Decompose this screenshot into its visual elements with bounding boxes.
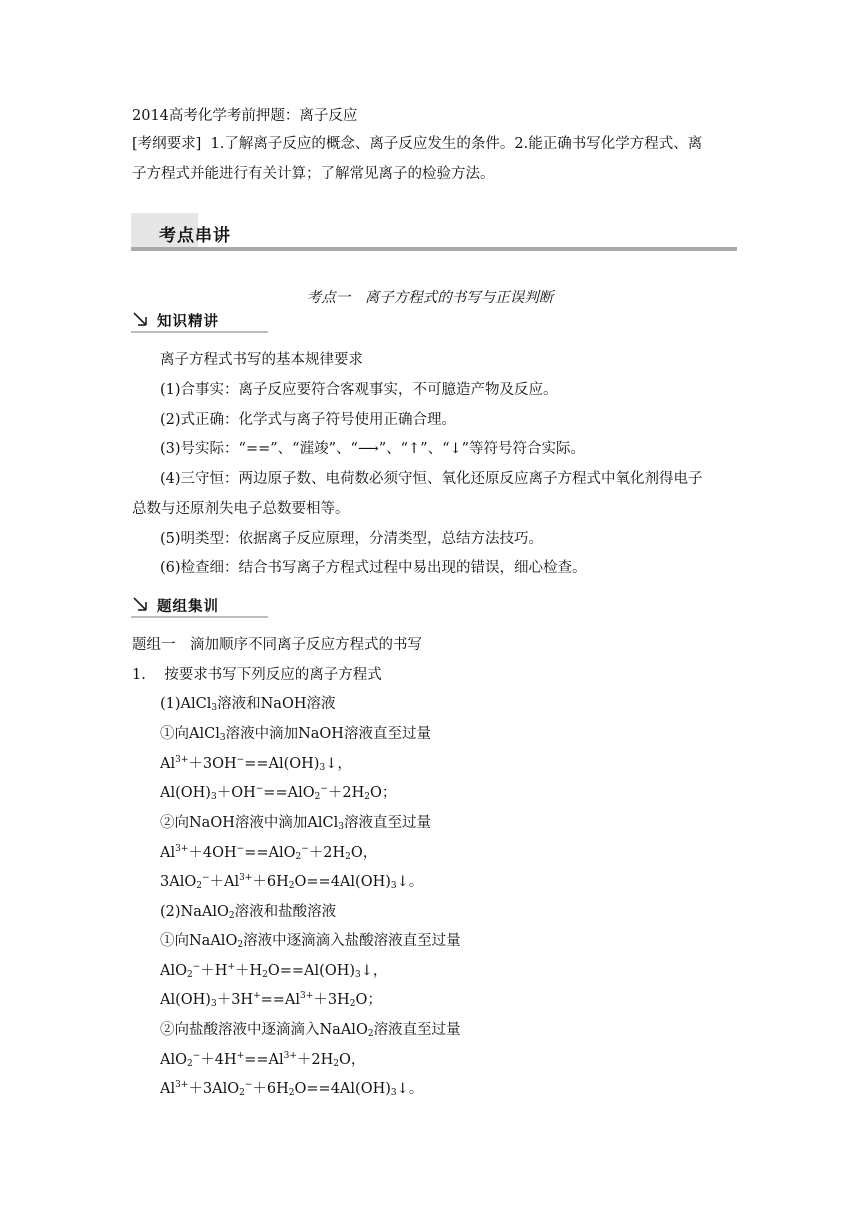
subscript: 3 xyxy=(390,1088,397,1098)
superscript: − xyxy=(201,873,210,883)
subscript: 2 xyxy=(288,881,295,891)
superscript: 3+ xyxy=(283,1051,297,1061)
arrow-down-right-icon xyxy=(131,310,151,330)
part1-case-b xyxy=(160,813,431,833)
formula-text: ②向盐酸溶液中逐滴滴入NaAlO xyxy=(160,1022,368,1038)
formula-text: ＋4OH xyxy=(188,845,237,861)
part1-equation-2 xyxy=(160,783,396,803)
subscript: 2 xyxy=(364,792,370,802)
formula-text: 溶液中滴加NaOH溶液直至过量 xyxy=(225,726,431,742)
formula-text: (2)NaAlO xyxy=(160,904,229,920)
superscript: − xyxy=(244,1080,253,1090)
subscript: 2 xyxy=(314,792,321,802)
formula-text: ==AlO xyxy=(263,785,315,801)
subscript: 3 xyxy=(210,792,217,802)
formula-text: ↓。 xyxy=(396,874,424,890)
formula-text: ＋2H xyxy=(327,785,365,801)
subscript: 3 xyxy=(355,970,361,980)
requirements-line-1 xyxy=(132,134,702,154)
subscript: 2 xyxy=(349,999,356,1009)
formula-text: O==4Al(OH) xyxy=(294,874,391,890)
requirements-line-2: 子方程式并能进行有关计算；了解常见离子的检验方法。 xyxy=(132,166,495,182)
subscript: 2 xyxy=(333,1059,340,1069)
superscript: 3+ xyxy=(175,1080,189,1090)
document-title: 2014高考化学考前押题：离子反应 xyxy=(132,108,358,124)
practice-header xyxy=(131,594,271,618)
subscript: 3 xyxy=(211,703,218,713)
knowledge-item-5: (5)明类型：依据离子反应原理，分清类型，总结方法技巧。 xyxy=(160,531,544,547)
formula-text: O； xyxy=(355,992,382,1008)
formula-text: ＋3H xyxy=(313,992,350,1008)
superscript: − xyxy=(301,844,309,854)
superscript: + xyxy=(253,991,261,1001)
subscript: 2 xyxy=(345,852,351,862)
practice-header-rule xyxy=(131,616,268,618)
formula-text: 溶液直至过量 xyxy=(373,1022,461,1038)
superscript: 3+ xyxy=(300,991,314,1001)
superscript: − xyxy=(320,784,328,794)
part1-title xyxy=(160,694,336,714)
formula-text: O； xyxy=(369,785,397,801)
superscript: 3+ xyxy=(175,755,189,765)
formula-text: 溶液直至过量 xyxy=(343,815,431,831)
superscript: − xyxy=(192,962,201,972)
subscript: 3 xyxy=(390,881,397,891)
formula-text: 溶液中逐滴滴入盐酸溶液直至过量 xyxy=(243,933,461,949)
formula-text: ＋3OH xyxy=(188,756,237,772)
section-title: 考点串讲 xyxy=(159,226,231,246)
part2-case-b xyxy=(160,1020,461,1040)
knowledge-header-rule xyxy=(131,331,268,333)
formula-text: 溶液和NaOH溶液 xyxy=(217,696,336,712)
part1-equation-4 xyxy=(160,872,423,892)
formula-text: ＋OH xyxy=(216,785,256,801)
subscript: 2 xyxy=(295,852,302,862)
formula-text: Al xyxy=(160,756,176,772)
part1-case-a xyxy=(160,724,431,744)
subscript: 2 xyxy=(228,911,235,921)
formula-text: ↓， xyxy=(360,963,388,979)
formula-text: ①向AlCl xyxy=(160,726,220,742)
formula-text: Al(OH) xyxy=(160,785,211,801)
practice-header-label: 题组集训 xyxy=(157,599,219,615)
formula-text: ＋Al xyxy=(209,874,240,890)
knowledge-item-4b: 总数与还原剂失电子总数要相等。 xyxy=(132,501,350,517)
formula-text: O， xyxy=(350,845,378,861)
kaodian-title: 考点一 离子方程式的书写与正误判断 xyxy=(306,290,554,306)
subscript: 2 xyxy=(288,1088,295,1098)
formula-text: (1)AlCl xyxy=(160,696,212,712)
part2-equation-2 xyxy=(160,990,382,1010)
knowledge-item-4a: (4)三守恒：两边原子数、电荷数必须守恒、氧化还原反应离子方程式中氧化剂得电子 xyxy=(160,471,703,487)
superscript: 3+ xyxy=(175,844,189,854)
formula-text: ＋2H xyxy=(308,845,346,861)
formula-text: ②向NaOH溶液中滴加AlCl xyxy=(160,815,339,831)
knowledge-header xyxy=(131,309,271,333)
formula-text: ＋4H xyxy=(200,1052,237,1068)
knowledge-item-6: (6)检查细：结合书写离子方程式过程中易出现的错误，细心检查。 xyxy=(160,560,587,576)
formula-text: ＋H xyxy=(200,963,228,979)
subscript: 2 xyxy=(237,940,244,950)
subscript: 2 xyxy=(187,1059,193,1069)
formula-text: 3AlO xyxy=(160,874,197,890)
superscript: + xyxy=(227,962,235,972)
formula-text: ＋3AlO xyxy=(188,1081,240,1097)
knowledge-item-3: (3)号实际：“==”、“漄竣”、“⟶”、“↑”、“↓”等符号符合实际。 xyxy=(160,441,586,457)
subscript: 2 xyxy=(367,1029,374,1039)
subscript: 3 xyxy=(319,763,326,773)
formula-text: Al xyxy=(160,845,176,861)
formula-text: ==AlO xyxy=(244,845,296,861)
part2-case-a xyxy=(160,931,461,951)
part2-equation-4 xyxy=(160,1079,423,1099)
part1-equation-3 xyxy=(160,843,377,863)
formula-text: Al xyxy=(160,1081,176,1097)
subscript: 2 xyxy=(262,970,268,980)
question-text: 按要求书写下列反应的离子方程式 xyxy=(164,667,382,683)
question-1 xyxy=(132,665,382,685)
subscript: 2 xyxy=(196,881,202,891)
knowledge-intro: 离子方程式书写的基本规律要求 xyxy=(160,352,363,368)
part2-equation-3 xyxy=(160,1050,365,1070)
formula-text: O==4Al(OH) xyxy=(294,1081,391,1097)
superscript: − xyxy=(192,1051,201,1061)
formula-text: O==Al(OH) xyxy=(267,963,356,979)
requirements-text-1: 1.了解离子反应的概念、离子反应发生的条件。2.能正确书写化学方程式、离 xyxy=(210,136,703,152)
formula-text: ↓， xyxy=(325,756,352,772)
knowledge-item-2: (2)式正确：化学式与离子符号使用正确合理。 xyxy=(160,412,457,428)
question-number: 1. xyxy=(132,667,146,683)
part1-equation-1 xyxy=(160,754,352,774)
superscript: + xyxy=(236,1051,245,1061)
subscript: 3 xyxy=(338,822,344,832)
subscript: 2 xyxy=(187,970,193,980)
group1-title: 题组一 滴加顺序不同离子反应方程式的书写 xyxy=(132,637,422,653)
formula-text: ＋2H xyxy=(296,1052,334,1068)
formula-text: ==Al(OH) xyxy=(244,756,320,772)
formula-text: ＋6H xyxy=(252,874,289,890)
formula-text: 溶液和盐酸溶液 xyxy=(234,904,337,920)
formula-text: ①向NaAlO xyxy=(160,933,238,949)
formula-text: Al(OH) xyxy=(160,992,211,1008)
subscript: 3 xyxy=(219,733,226,743)
formula-text: AlO xyxy=(160,1052,187,1068)
superscript: − xyxy=(255,784,264,794)
section-header xyxy=(131,213,737,251)
superscript: 3+ xyxy=(239,873,253,883)
formula-text: ↓。 xyxy=(396,1081,424,1097)
subscript: 2 xyxy=(239,1088,245,1098)
formula-text: O， xyxy=(339,1052,366,1068)
formula-text: ==Al xyxy=(244,1052,284,1068)
superscript: − xyxy=(236,755,245,765)
formula-text: AlO xyxy=(160,963,187,979)
subscript: 3 xyxy=(210,999,217,1009)
part2-equation-1 xyxy=(160,961,387,981)
formula-text: ＋H xyxy=(234,963,263,979)
part2-title xyxy=(160,902,336,922)
superscript: − xyxy=(236,844,245,854)
knowledge-header-label: 知识精讲 xyxy=(157,314,219,330)
requirements-label: [考纲要求] xyxy=(132,136,202,152)
formula-text: ＋6H xyxy=(252,1081,289,1097)
section-rule xyxy=(131,247,737,251)
arrow-down-right-icon xyxy=(131,595,151,615)
formula-text: ==Al xyxy=(260,992,301,1008)
knowledge-item-1: (1)合事实：离子反应要符合客观事实，不可臆造产物及反应。 xyxy=(160,382,558,398)
formula-text: ＋3H xyxy=(216,992,254,1008)
